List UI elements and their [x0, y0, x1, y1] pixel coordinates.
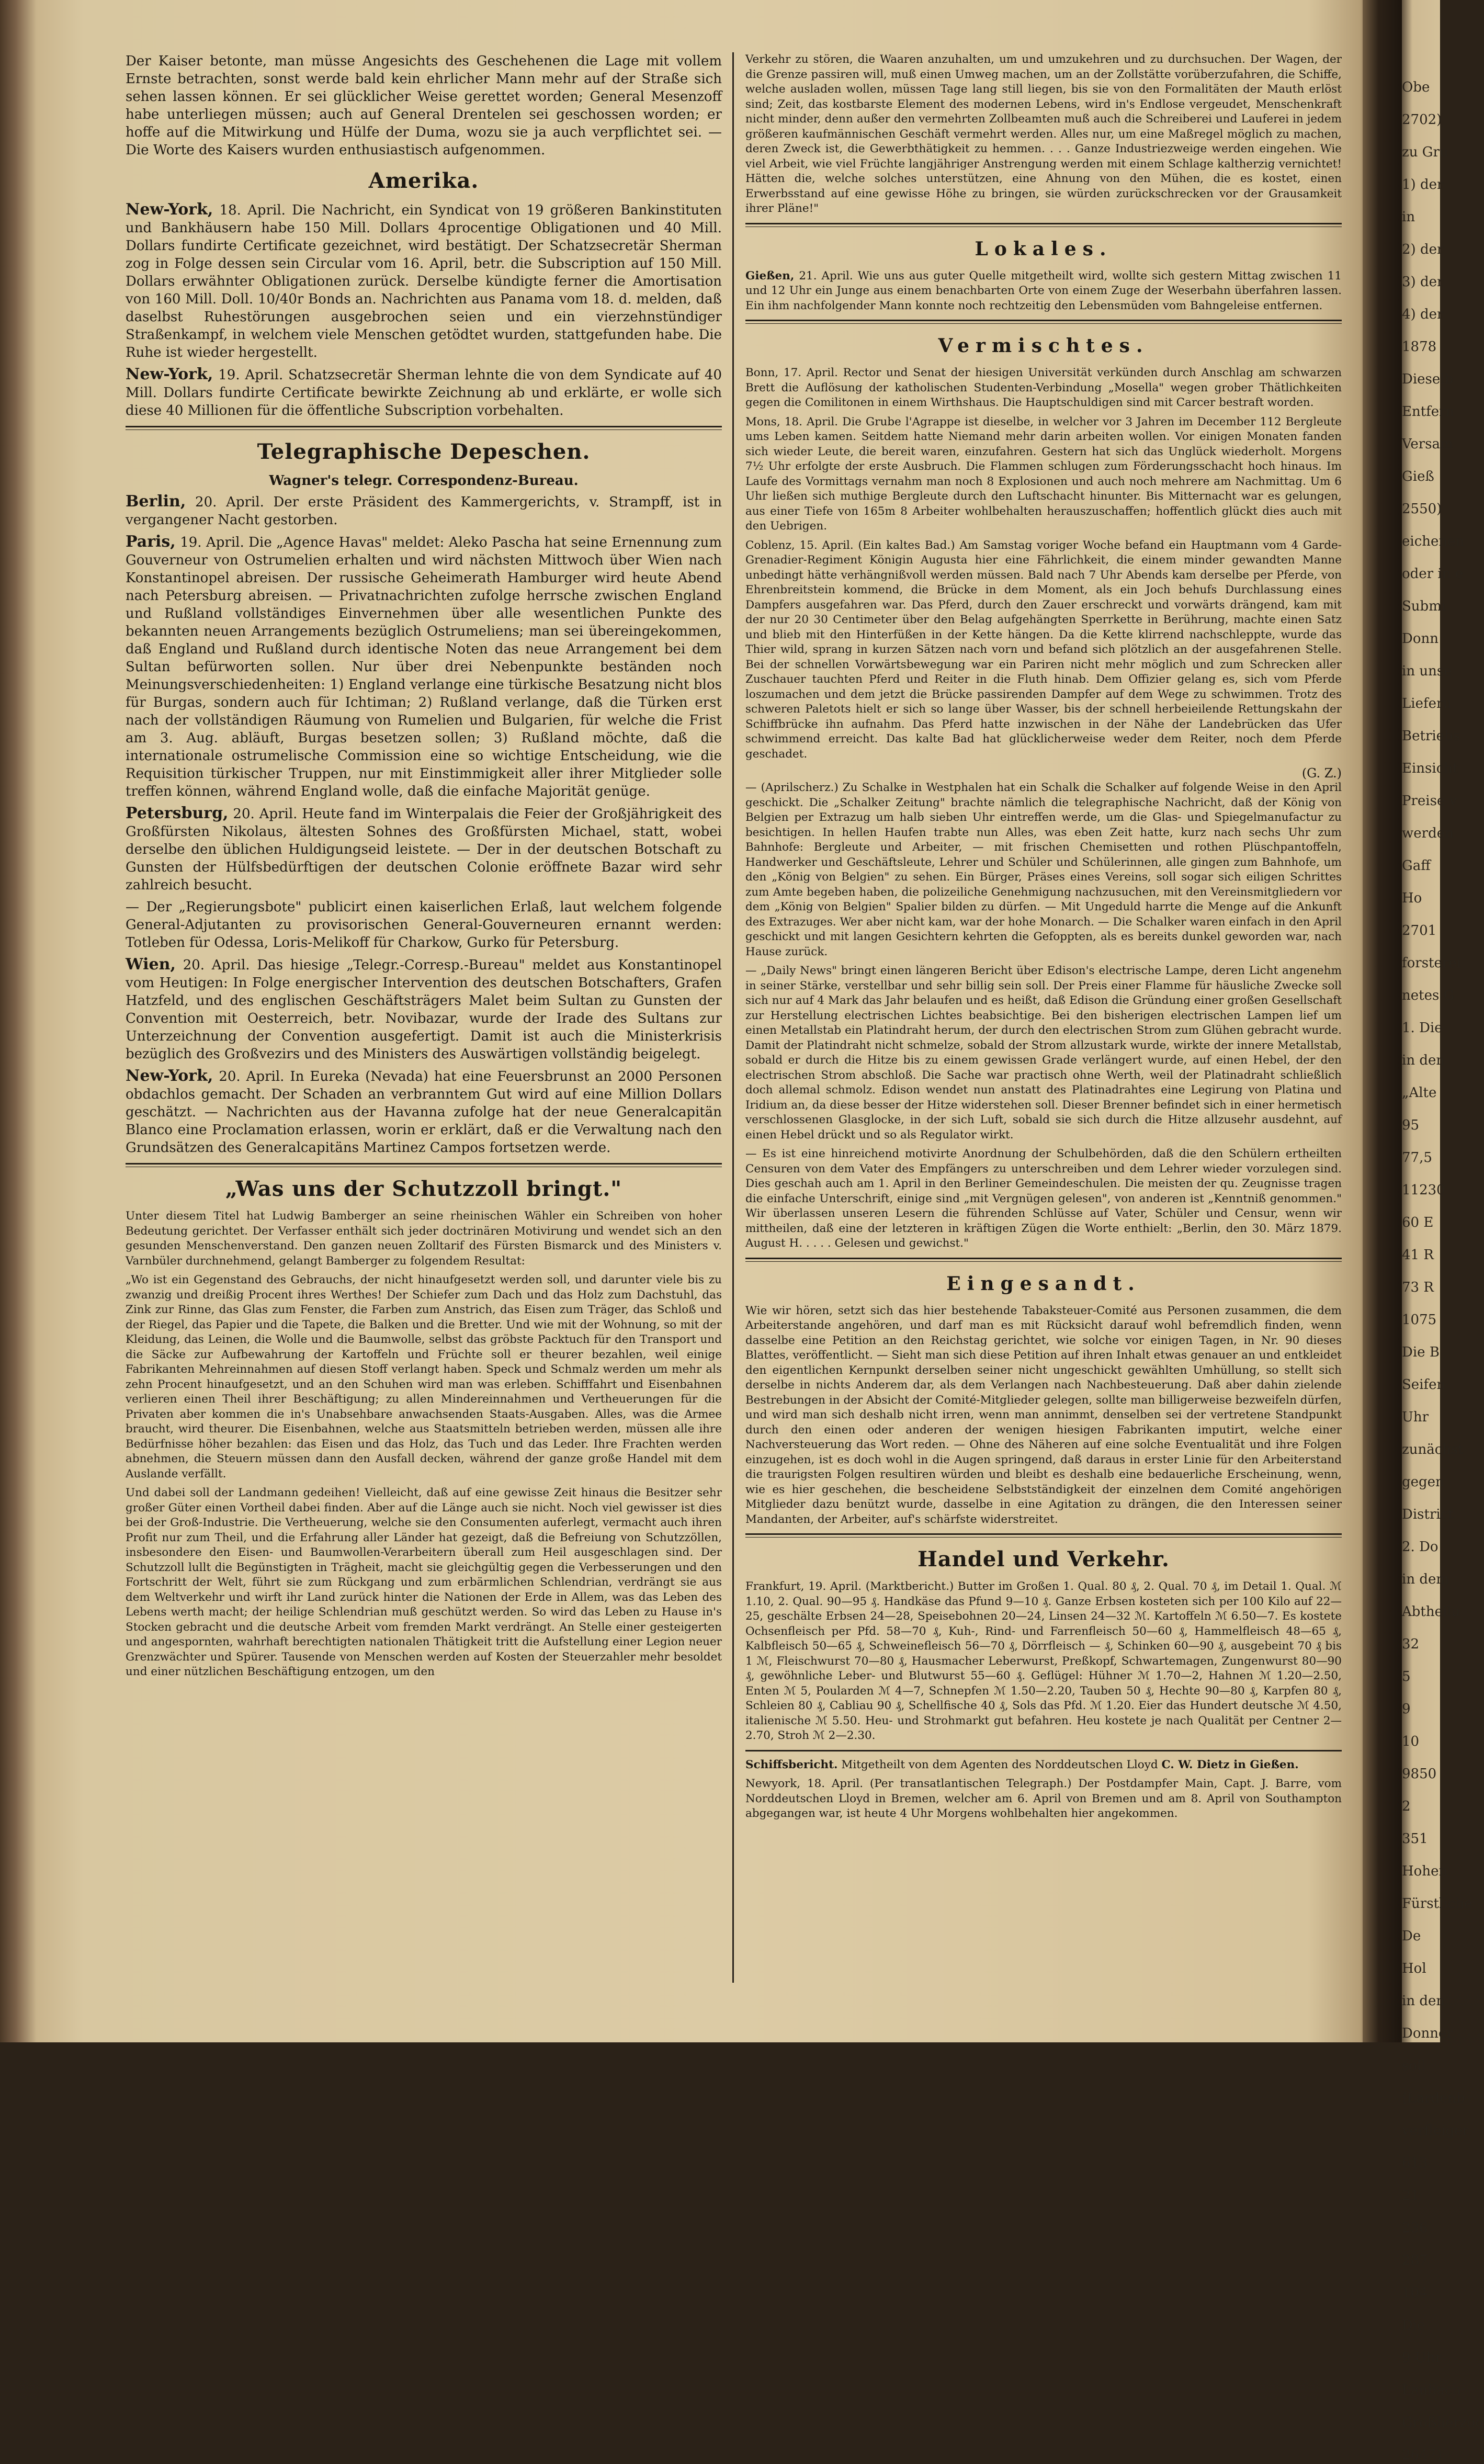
next-page-fragment: 4) der	[1402, 307, 1444, 322]
next-page-fragment: 9850	[1402, 1766, 1437, 1782]
article-text: 19. April. Schatzsecretär Sherman lehnte die von dem Syndicate auf 40 Mill. Dollars fundirte Certificate bewirkte Zeichnung ab und erklärte, er wolle sich diese 40 Millionen für die öffentliche Subscription vorbehalten.	[126, 367, 722, 419]
article-newyork-1	[126, 201, 722, 361]
next-page-fragment: 1. Die	[1402, 1020, 1443, 1036]
article-aprilscherz: — (Aprilscherz.) Zu Schalke in Westphalen hat ein Schalk die Schalker auf folgende Weise in den April geschickt. Die „Schalker Zeitung" brachte nämlich die telegraphische Nachricht, daß der König von Belgien per Extrazug um halb sieben Uhr eintreffen werde, um die Glas- und Spiegelmanufactur zu besichtigen. In hellen Haufen trabte nun Alles, was eben Zeit hatte, kurz nach sechs Uhr zum Bahnhofe: Bergleute und Arbeiter, — mit frischen Chemisetten und rothen Plüschpantoffeln, Handwerker und Geschäftsleute, Lehrer und Schüler und Schülerinnen, alle gingen zum Bahnhofe, um den „König von Belgien" zu sehen. Ein Bürger, Präses eines Vereins, soll sogar sich eiligen Schrittes zum Amte begeben haben, die polizeiliche Genehmigung nachzusuchen, mit den Vereinsmitgliedern vor dem „König von Belgien" Spalier bilden zu dürfen. — Mit Ungeduld harrte die Menge auf die Ankunft des Extrazuges. Wer aber nicht kam, war der hohe Monarch. — Die Schalker waren einfach in den April geschickt und mit langen Gesichtern kehrten die Gefoppten, als es bereits dunkel geworden war, nach Hause zurück.	[745, 781, 1342, 958]
schiffsbericht-label: Schiffsbericht.	[745, 1758, 838, 1771]
next-page-fragment: 10	[1402, 1734, 1420, 1749]
next-page-fragment: 1075	[1402, 1312, 1437, 1328]
next-page-fragment: Ho	[1402, 890, 1422, 906]
next-page-fragment: De	[1402, 1928, 1421, 1944]
next-page-fragment: Abtheilu	[1402, 1604, 1460, 1620]
next-page-fragment: 2) der	[1402, 242, 1444, 257]
next-page-fragment: 5	[1402, 1669, 1411, 1685]
next-page-fragment: in den	[1402, 1053, 1445, 1068]
next-page-fragment: Hohen	[1402, 1863, 1448, 1879]
next-page-fragment: Großherzog	[1402, 2415, 1484, 2431]
section-heading-lokales: Lokales.	[975, 238, 1113, 260]
section-heading-vermischtes: Vermischtes.	[938, 335, 1149, 357]
dateline: New-York,	[126, 365, 213, 383]
next-page-fragment: gegen	[1402, 1474, 1444, 1490]
schiffsbericht-intro: Mitgetheilt von dem Agenten des Norddeutschen Lloyd	[841, 1758, 1158, 1771]
next-page-fragment: in unse	[1402, 663, 1452, 679]
article-newyork-3	[126, 1067, 722, 1157]
next-page-fragment: 287	[1402, 2253, 1428, 2268]
section-heading-telegraphische-depeschen: Telegraphische Depeschen.	[257, 439, 591, 464]
schiffsbericht-agent: C. W. Dietz in Gießen.	[1161, 1758, 1299, 1771]
schutzzoll-paragraph-3: Und dabei soll der Landmann gedeihen! Vielleicht, daß auf eine gewisse Zeit hinaus die Besitzer sehr großer Güter einen Vortheil dabei finden. Aber auf die Länge auch sie nicht. Noch viel gewisser ist dies bei der Groß-Industrie. Die Vertheuerung, welche sie den Consumenten auferlegt, vermacht auch ihren Profit nur zum Theil, und die Erfahrung aller Länder hat gezeigt, daß die Befreiung von Schutzzöllen, insbesondere den Eisen- und Baumwollen-Verarbeitern überall zum Heil ausgeschlagen sind. Der Schutzzoll lullt die Begünstigten in Trägheit, macht sie gleichgültig gegen die Verbesserungen und den Fortschritt der Welt, führt sie zum Rückgang und zum erbärmlichen Schlendrian, verdrängt sie aus dem Weltverkehr und wirft ihr Land zurück hinter die Nationen der Erde in Allem, was das Leben des Lebens werth macht; der heilige Schlendrian muß geschützt werden. So wird das Leben zu Hause in's Stocken gebracht und die deutsche Arbeit vom fremden Markt verdrängt. An Stelle einer gesteigerten und angespornten, wahrhaft berechtigten nationalen Thätigkeit tritt die Aufstellung einer Legion neuer Grenzwächter und Spürer. Tausende von Menschen werden auf Kosten der Steuerzahler mehr besoldet und einer nützlichen Beschäftigung entzogen, um den	[126, 1486, 722, 1678]
bureau-subheading: Wagner's telegr. Correspondenz-Bureau.	[269, 473, 579, 489]
next-page-fragment: 2701	[1402, 923, 1437, 939]
next-page-fragment: 95	[1402, 1117, 1420, 1133]
schiffsbericht-header	[745, 1758, 1342, 1773]
next-page-fragment: 73 R	[1402, 1280, 1434, 1295]
section-heading-eingesandt: Eingesandt.	[946, 1272, 1141, 1295]
article-schiffsbericht: Newyork, 18. April. (Per transatlantischen Telegraph.) Der Postdampfer Main, Capt. J. Barre, vom Norddeutschen Lloyd in Bremen, welcher am 6. April von Bremen und am 8. April von Southampton abgegangen war, ist heute 4 Uhr Morgens wohlbehalten hier angekommen.	[745, 1777, 1342, 1820]
next-page-fragment: 104	[1402, 2285, 1428, 2301]
article-text: 19. April. Die „Agence Havas" meldet: Aleko Pascha hat seine Ernennung zum Gouverneur von Ostrumelien erhalten und wird nächsten Mittwoch über Wien nach Konstantinopel abreisen. Der russische Geheimerath Hamburger wird heute Abend nach Petersburg abreisen. — Privatnachrichten zufolge herrsche zwischen England und Rußland vollständiges Einvernehmen über alle wesentlichen Punkte des bekannten neuen Arrangements bezüglich Ostrumeliens; man sei übereingekommen, daß England und Rußland durch identische Noten das neue Arrangement bei dem Sultan befürworten sollen. Nur über drei Nebenpunkte beständen noch Meinungsverschiedenheiten: 1) England verlange eine türkische Besatzung nicht blos für Burgas, sondern auch für Ichtiman; 2) Rußland verlange, daß die Türken erst nach der vollständigen Räumung von Rumelien und Bulgarien, für welche die Frist am 3. Aug. abläuft, Burgas besetzen sollen; 3) Rußland möchte, daß die internationale ostrumelische Commission eine so wichtige Entscheidung, wie die Requisition türkischer Truppen, nur mit Einstimmigkeit aller ihrer Mitglieder solle treffen können, während England wolle, daß die einfache Majorität genüge.	[126, 535, 722, 799]
right-column	[745, 52, 1342, 1983]
article-text: 18. April. Die Nachricht, ein Syndicat von 19 größeren Bankinstituten und Bankhäusern habe 150 Mill. Dollars 4procentige Obligationen und 40 Mill. Dollars fundirte Certificate gezeichnet, wird bestätigt. Der Schatzsecretär Sherman zog in Folge dessen sein Circular vom 16. April, betr. die Subscription auf 150 Mill. Dollars erwähnter Obligationen zurück. Derselbe kündigte ferner die Amortisation von 160 Mill. Doll. 10/40r Bonds an. Nachrichten aus Panama vom 18. d. melden, daß daselbst Ruhestörungen ausgebrochen seien und ein vierzehnstündiger Straßenkampf, in welchem viele Menschen getödtet wurden, stattgefunden habe. Die Ruhe ist wieder hergestellt.	[126, 202, 722, 360]
article-mons: Mons, 18. April. Die Grube l'Agrappe ist dieselbe, in welcher vor 3 Jahren im December 112 Bergleute ums Leben kamen. Seitdem hatte Niemand mehr darin arbeiten wollen. Vor einigen Monaten fanden sich wieder Leute, die bereit waren, einzufahren. Gestern hat sich das Unglück wiederholt. Morgens 7½ Uhr erfolgte der erste Ausbruch. Die Flammen schlugen zum Förderungsschacht hoch hinaus. Im Laufe des Vormittags vernahm man noch 8 Explosionen und auch noch mehrere am Nachmittag. Um 6 Uhr ließen sich muthige Bergleute durch den Luftschacht hinunter. Bis Mitternacht war es gelungen, aus einer Tiefe von 165m 8 Arbeiter wohlbehalten herauszuschaffen; hoffentlich glückt dies auch mit den Uebrigen.	[745, 415, 1342, 533]
article-text: 20. April. In Eureka (Nevada) hat eine Feuersbrunst an 2000 Personen obdachlos gemacht. Der Schaden an verbranntem Gut wird auf eine Million Dollars geschätzt. — Nachrichten aus der Havanna zufolge hat der neue Generalcapitän Blanco eine Proclamation erlassen, worin er erklärt, daß er die Verwaltung nach den Grundsätzen des Generalcapitäns Martinez Campos fortsetzen werde.	[126, 1069, 722, 1156]
next-page-fragment: Lieferu	[1402, 696, 1452, 711]
schutzzoll-continuation: Verkehr zu stören, die Waaren anzuhalten, um und umzukehren und zu durchsuchen. Der Wagen, der die Grenze passiren will, muß einen Umweg machen, um an der Zollstätte vorüberzufahren, die Schiffe, welche ausladen wollen, müssen Tage lang still liegen, bis sie von den Formalitäten der Mauth erlöst sind; Zeit, das kostbarste Element des modernen Lebens, wird in's Endlose vergeudet, Menschenkraft nicht minder, denn außer den vermehrten Zollbeamten muß auch die Schreiberei und Lauferei in jedem größeren kaufmännischen Geschäft vermehrt werden. Alles nur, um eine Maßregel möglich zu machen, deren Zweck ist, die Gewerbthätigkeit zu hemmen. . . . Ganze Industriezweige werden eingehen. Wie viel Arbeit, wie viel Früchte langjähriger Anstrengung werden mit einem Schlage kaltherzig vernichtet! Hätten die, welche solches unterstützen, eine Ahnung von den Mühen, die es kostet, einen Erwerbsstand auf eine gewisse Höhe zu bringen, sie würden zurückschrecken vor der Grausamkeit ihrer Pläne!"	[745, 53, 1342, 215]
next-page-fragment: Einsicht	[1402, 761, 1458, 776]
next-page-fragment: 41 R	[1402, 1247, 1434, 1263]
next-page-fragment: 2	[1402, 1799, 1411, 1814]
article-berlin	[126, 493, 722, 529]
next-page-fragment: Dieselb	[1402, 371, 1454, 387]
next-page-fragment: Uhr	[1402, 1409, 1429, 1425]
next-page-fragment: Hol	[1402, 1961, 1426, 1976]
next-page-fragment: 60 E	[1402, 1215, 1434, 1230]
left-column	[126, 52, 722, 1983]
next-page-fragment: Laubach	[1402, 2382, 1461, 2398]
next-page-fragment: (Lardenb	[1402, 2090, 1465, 2106]
newspaper-page	[120, 52, 1347, 1983]
next-page-fragment: 77,5	[1402, 1150, 1432, 1166]
next-page-fragment: verfleiger	[1402, 2123, 1469, 2139]
schutzzoll-paragraph-2: „Wo ist ein Gegenstand des Gebrauchs, der nicht hinaufgesetzt werden soll, und darunter viele bis zu zwanzig und dreißig Procent ihres Werthes! Der Schiefer zum Dach und das Holz zum Dachstuhl, das Zink zur Rinne, das Glas zum Fenster, die Farben zum Anstrich, das Eisen zum Träger, das Schloß und der Riegel, das Papier und die Tapete, die Balken und die Bretter. Und wie mit der Wohnung, so mit der Kleidung, das Leinen, die Wolle und die Baumwolle, selbst das gröbste Packtuch für den Transport und die Säcke zur Aufbewahrung der Kartoffeln und Früchte soll er theurer bezahlen, weil einige Fabrikanten Mehreinnahmen auf diesen Stoff verlangt haben. Speck und Schmalz werden um mehr als zehn Procent hinaufgesetzt, und an den Schuhen wird man was erleben. Schifffahrt und Eisenbahnen verlieren einen Theil ihrer Beschäftigung; zu allen Mindereinnahmen und Vertheuerungen für die Privaten aber kommen die in's Unabsehbare anwachsenden Staats-Ausgaben. Alles, was die Armee braucht, wird theurer. Die Eisenbahnen, welche aus Staatsmitteln betrieben werden, müssen alle ihre Bedürfnisse höher bezahlen: das Eisen und das Holz, das Tuch und das Leder. Ihre Frachten werden abnehmen, die Steuern müssen dann den Ausfall decken, während der ganze große Handel mit dem Auslande verfällt.	[126, 1273, 722, 1480]
source-signature: (G. Z.)	[1301, 766, 1342, 781]
next-page-fragment: District	[1402, 1507, 1454, 1522]
next-page-fragment: Die B	[1402, 1344, 1440, 1360]
next-page-fragment: Seifen	[1402, 1377, 1446, 1393]
article-edison: — „Daily News" bringt einen längeren Bericht über Edison's electrische Lampe, deren Licht angenehm in seiner Stärke, verstellbar und sehr billig sein soll. Der Preis einer Flamme für häusliche Zwecke soll sich nur auf 4 Mark das Jahr belaufen und es heißt, daß Edison die Gründung einer großen Gesellschaft zur Herstellung electrischen Lichtes beabsichtige. Bei den bisherigen electrischen Lampen lief um einen Metallstab ein Platindraht herum, der durch den electrischen Strom zum Glühen gebracht wurde. Damit der Platindraht nicht schmelze, sobald der Strom allzustark wurde, wirkte der innere Metallstab, sobald er durch die Hitze bis zu einem gewissen Grade verlängert wurde, auf einen Hebel, der den electrischen Strom abschloß. Die Sache war practisch ohne Werth, weil der Platinadraht schließlich doch allemal schmolz. Edison wendet nun anstatt des Platinadrahtes eine Legirung von Platina und Iridium an, da diese besser der Hitze widerstehen soll. Dieser Brenner befindet sich in einer hermetisch verschlossenen Glasglocke, in der sich Luft, sobald sie sich durch die Hitze allzusehr ausdehnt, auf einen Hebel drückt und so als Regulator wirkt.	[745, 964, 1342, 1141]
next-page-fragment: 351	[1402, 1831, 1428, 1847]
dateline: Paris,	[126, 533, 176, 551]
schutzzoll-paragraph-1: Unter diesem Titel hat Ludwig Bamberger an seine rheinischen Wähler ein Schreiben von hoher Bedeutung gerichtet. Der Verfasser enthält sich jeder doctrinären Motivirung und wendet sich an den gesunden Menschenverstand. Den ganzen neuen Zolltarif des Fürsten Bismarck und des Ministers v. Varnbüler durchnehmend, gelangt Bamberger zu folgendem Resultat:	[126, 1210, 722, 1268]
next-page-fragment: Die	[1402, 2318, 1425, 2333]
next-page-edge	[1402, 78, 1484, 2463]
column-divider	[732, 52, 734, 1983]
next-page-fragment: 236	[1402, 2220, 1428, 2236]
next-page-fragment: Versam	[1402, 436, 1453, 452]
next-page-fragment: in	[1402, 209, 1415, 225]
article-paris	[126, 533, 722, 800]
next-page-fragment: 2647)	[1402, 2447, 1442, 2463]
next-page-fragment: 1) der	[1402, 177, 1444, 193]
section-heading-schutzzoll: „Was uns der Schutzzoll bringt."	[225, 1177, 622, 1201]
article-text: 20. April. Heute fand im Winterpalais die Feier der Großjährigkeit des Großfürsten Nikolaus, ältesten Sohnes des Großfürsten Michael, statt, wobei derselbe den üblichen Huldigungseid leistete. — Der in der deutschen Botschaft zu Gunsten der Hülfsbedürftigen der deutschen Colonie eröffnete Bazar wird sehr zahlreich besucht.	[126, 806, 722, 893]
next-page-fragment: 32	[1402, 1636, 1420, 1652]
next-page-fragment: 2702)	[1402, 112, 1442, 128]
next-page-fragment: 1878	[1402, 339, 1437, 355]
article-newyork-2	[126, 366, 722, 420]
section-rule	[126, 1163, 722, 1167]
dateline: Berlin,	[126, 492, 186, 511]
book-gutter	[1363, 0, 1402, 2042]
section-rule	[745, 1750, 1342, 1751]
dateline: New-York,	[126, 200, 213, 219]
next-page-fragment: Entfern	[1402, 404, 1455, 420]
section-heading-amerika: Amerika.	[368, 168, 479, 193]
next-page-fragment: Betriebs	[1402, 728, 1460, 744]
next-page-fragment: 11230	[1402, 1182, 1445, 1198]
section-rule	[126, 426, 722, 430]
next-page-fragment: 3) der	[1402, 274, 1444, 290]
dateline: Gießen,	[745, 269, 795, 282]
intro-paragraph: Der Kaiser betonte, man müsse Angesichts des Geschehenen die Lage mit vollem Ernste betrachten, sonst werde bald kein ehrlicher Mann mehr auf der Straße sich sehen lassen können. Er sei glücklicher Weise gerettet worden; General Mesenzoff habe unterliegen müssen; auch auf General Drentelen sei geschossen worden; er hoffe auf die Mitwirkung und Hülfe der Duma, wozu sie ja auch verpflichtet sei. — Die Worte des Kaisers wurden enthusiastisch aufgenommen.	[126, 53, 722, 158]
next-page-fragment: netes G	[1402, 988, 1455, 1003]
next-page-fragment: werden	[1402, 826, 1454, 841]
section-rule	[745, 1258, 1342, 1262]
next-page-fragment: 9	[1402, 1701, 1411, 1717]
next-page-fragment: in dem	[1402, 1572, 1449, 1587]
next-page-fragment: zunächst	[1402, 1442, 1464, 1457]
article-wien	[126, 956, 722, 1063]
article-text: 20. April. Das hiesige „Telegr.-Corresp.-Bureau" meldet aus Konstantinopel vom Heutigen: In Folge energischer Intervention des deutschen Botschafters, Grafen Hatzfeld, und des englischen Geschäftsträgers Malet beim Sultan zu Gunsten der Convention mit Oesterreich, betr. Novibazar, wurde der Irade des Sultans zur Unterzeichnung der Convention ausgefertigt. Damit ist auch die Ministerkrisis bezüglich des Großvezirs und des Ministers des Auswärtigen vollständig beigelegt.	[126, 957, 722, 1062]
next-page-fragment: Donner	[1402, 2026, 1453, 2041]
article-giessen	[745, 269, 1342, 314]
article-censuren: — Es ist eine hinreichend motivirte Anordnung der Schulbehörden, daß die den Schülern ertheilten Censuren von dem Vater des Empfängers zu unterschreiben und dem Lehrer wieder vorzulegen sind. Dies geschah auch am 1. April in den Berliner Gemeindeschulen. Die meisten der qu. Zeugnisse tragen die einfache Unterschrift, einige sind „mit Vergnügen gelesen", von anderen ist „Kenntniß genommen." Wir überlassen unseren Lesern die führenden Schlüsse auf Vater, Schüler und Censur, wenn wir mittheilen, daß eine der letzteren in kräftigen Zügen die Worte enthielt: „Berlin, den 30. März 1879. August H. . . . . Gelesen und gewichst."	[745, 1147, 1342, 1250]
next-page-fragment: Gaff	[1402, 858, 1431, 874]
next-page-fragment: 9 Uhr	[1402, 2350, 1442, 2366]
section-rule	[745, 320, 1342, 324]
section-rule	[745, 223, 1342, 227]
article-text: 21. April. Wie uns aus guter Quelle mitgetheilt wird, wollte sich gestern Mittag zwischen 11 und 12 Uhr ein Junge aus einem benachbarten Orte von einem Zuge der Weserbahn überfahren lassen. Ein ihm nachfolgender Mann konnte noch rechtzeitig den Lebensmüden vom Bahngeleise entfernen.	[745, 269, 1342, 312]
next-page-fragment: soll	[1402, 2058, 1426, 2074]
next-page-fragment: Submi	[1402, 598, 1446, 614]
next-page-fragment: 21	[1402, 2188, 1420, 2203]
next-page-fragment: zu Gru	[1402, 144, 1448, 160]
article-petersburg-2: — Der „Regierungsbote" publicirt einen kaiserlichen Erlaß, laut welchem folgende General-Adjutanten zu provisorischen General-Gouverneuren ernannt werden: Totleben für Odessa, Loris-Melikoff für Charkow, Gurko für Petersburg.	[126, 899, 722, 951]
next-page-fragment: eichenen	[1402, 534, 1465, 549]
next-page-fragment: in den	[1402, 1993, 1445, 2009]
next-page-fragment: Fürstliche	[1402, 1896, 1472, 1912]
next-page-fragment: 2550)	[1402, 501, 1442, 517]
next-page-fragment: forsterei	[1402, 955, 1462, 971]
article-petersburg	[126, 805, 722, 894]
dateline: New-York,	[126, 1067, 213, 1085]
next-page-fragment: Obe	[1402, 80, 1430, 95]
next-page-fragment: 2. Do	[1402, 1539, 1438, 1555]
section-heading-handel: Handel und Verkehr.	[917, 1547, 1170, 1572]
dateline: Wien,	[126, 955, 176, 974]
next-page-fragment: „Alte	[1402, 1085, 1437, 1101]
article-coblenz: Coblenz, 15. April. (Ein kaltes Bad.) Am Samstag voriger Woche befand ein Hauptmann vom 4 Garde-Grenadier-Regiment Königin Augusta hier eine Fährlichkeit, die einem minder gewandten Manne unbedingt hätte verhängnißvoll werden müssen. Bald nach 7 Uhr Abends kam derselbe per Pferde, von Ehrenbreitstein kommend, die Brücke in dem Moment, als ein Joch behufs Durchlassung eines Dampfers ausgefahren war. Das Pferd, durch den Zauer erschreckt und vorwärts drängend, kam mit der nur 20 30 Centimeter über den Belag aufgehängten Sperrkette in Berührung, machte einen Satz und blieb mit den Hinterfüßen in der Kette hängen. Da die Kette klirrend nachschleppte, wurde das Thier wild, sprang in kurzen Sätzen nach vorn und befand sich plötzlich an der ausgefahrenen Stelle. Bei der schnellen Vorwärtsbewegung war ein Pariren nicht mehr möglich und zum Schrecken aller Zuschauer tauchten Pferd und Reiter in die Fluth hinab. Dem Offizier gelang es, sich vom Pferde loszumachen und dem jetzt die Brücke passirenden Dampfer auf dem Wege zu schwimmen. Trotz des schweren Paletots hielt er sich so lange über Wasser, bis der schnell herbeieilende Rettungskahn der Schiffbrücke ihn aufnahm. Das Pferd hatte inzwischen in der Nähe der Landebrücken das Ufer schwimmend erreicht. Das kalte Bad hat glücklicherweise weder dem Reiter, noch dem Pferde geschadet.	[745, 538, 1342, 761]
next-page-fragment: oder in e	[1402, 566, 1464, 582]
article-text: 20. April. Der erste Präsident des Kammergerichts, v. Strampff, ist in vergangener Nacht gestorben.	[126, 494, 722, 528]
next-page-fragment: Preise v	[1402, 793, 1457, 809]
dateline: Petersburg,	[126, 804, 229, 822]
next-page-fragment: Gieß	[1402, 469, 1434, 484]
article-bonn: Bonn, 17. April. Rector und Senat der hiesigen Universität verkünden durch Anschlag am schwarzen Brett die Auflösung der katholischen Studenten-Verbindung „Mosella" wegen grober Thätlichkeiten gegen die Comilitonen in einem Wirthshaus. Die Hauptschuldigen sind mit Carcer bestraft worden.	[745, 366, 1342, 409]
article-eingesandt: Wie wir hören, setzt sich das hier bestehende Tabaksteuer-Comité aus Personen zusammen, die dem Arbeiterstande angehören, und darf man es mit Rücksicht darauf wohl befremdlich finden, wenn dasselbe eine Petition an den Reichstag gerichtet, wie solche vor einigen Tagen, in Nr. 90 dieses Blattes, veröffentlicht. — Sieht man sich diese Petition auf ihren Inhalt etwas genauer an und entkleidet den eigentlichen Kernpunkt derselben seiner nicht ungeschickt gewählten Umhüllung, so stellt sich derselbe in nichts Anderem dar, als dem Verlangen nach Nachbesteuerung. Daß aber dahin zielende Bestrebungen in der Absicht der Comité-Mitglieder gelegen, sollte man billigerweise bezweifeln dürfen, und wird man sich deshalb nicht irren, wenn man annimmt, denselben sei der vertretene Standpunkt durch den einen oder anderen der wenigen hiesigen Fabrikanten imputirt, welche einer Nachversteuerung das Wort reden. — Ohne des Näheren auf eine solche Eventualität und ihre Folgen einzugehen, ist es doch wohl in die Augen springend, daß daraus in erster Linie für den Arbeiterstand die traurigsten Folgen resultiren würden und bleibt es deshalb eine bedauerliche Erscheinung, wenn, wie es hier geschehen, die bescheidene Selbstständigkeit der einzelnen dem Comité angehörigen Mitglieder dazu benützt wurde, dasselbe in eine Agitation zu drängen, die den Interessen seiner Mandanten, der Arbeiter, auf's schärfste widerstreitet.	[745, 1304, 1342, 1526]
section-rule	[745, 1533, 1342, 1538]
article-frankfurt-market: Frankfurt, 19. April. (Marktbericht.) Butter im Großen 1. Qual. 80 ₰, 2. Qual. 70 ₰, im Detail 1. Qual. ℳ 1.10, 2. Qual. 90—95 ₰. Handkäse das Pfund 9—10 ₰. Ganze Erbsen kosteten sich per 100 Kilo auf 22—25, geschälte Erbsen 24—28, Speisebohnen 20—24, Linsen 24—32 ℳ. Kartoffeln ℳ 6.50—7. Es kostete Ochsenfleisch per Pfd. 58—70 ₰, Kuh-, Rind- und Farrenfleisch 50—60 ₰, Hammelfleisch 48—65 ₰, Kalbfleisch 50—65 ₰, Schweinefleisch 56—70 ₰, Dörrfleisch — ₰, Schinken 60—90 ₰, ausgebeint 70 ₰ bis 1 ℳ, Fleischwurst 70—80 ₰, Hausmacher Leberwurst, Preßkopf, Schwartemagen, Zungenwurst 80—90 ₰, gewöhnliche Leber- und Blutwurst 55—60 ₰. Geflügel: Hühner ℳ 1.70—2, Hahnen ℳ 1.20—2.50, Enten ℳ 5, Poularden ℳ 4—7, Schnepfen ℳ 1.50—2.20, Tauben 50 ₰, Hechte 90—80 ₰, Karpfen 80 ₰, Schleien 80 ₰, Cabliau 90 ₰, Schellfische 40 ₰, Sols das Pfd. ℳ 1.20. Eier das Hundert deutsche ℳ 4.50, italienische ℳ 5.50. Heu- und Strohmarkt gut befahren. Heu kostete je nach Qualität per Centner 2—2.70, Stroh ℳ 2—2.30.	[745, 1580, 1342, 1742]
next-page-fragment: 613	[1402, 2155, 1428, 2171]
next-page-fragment: Donn	[1402, 631, 1438, 647]
